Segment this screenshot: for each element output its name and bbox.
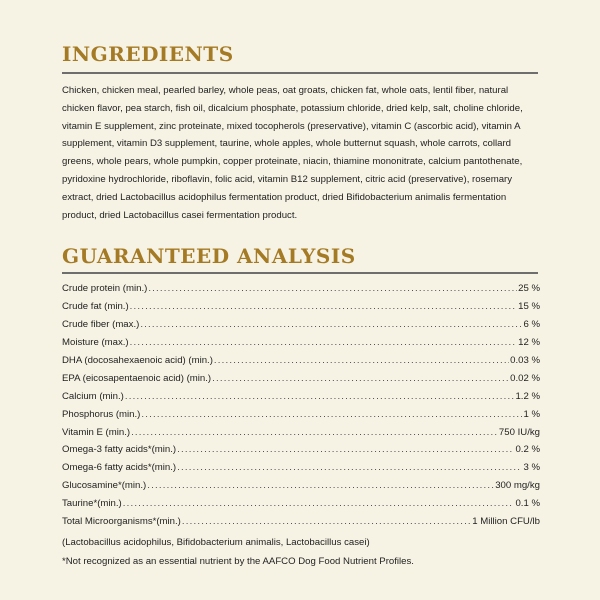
- analysis-row: [62, 301, 540, 319]
- ingredients-heading: INGREDIENTS: [62, 42, 234, 66]
- dot-leader: [214, 355, 509, 366]
- analysis-value: 750 IU/kg: [498, 426, 540, 438]
- analysis-value: 3 %: [523, 462, 540, 474]
- analysis-label: Omega-6 fatty acids*(min.): [62, 462, 177, 474]
- analysis-label: DHA (docosahexaenoic acid) (min.): [62, 354, 213, 366]
- dot-leader: [182, 516, 471, 527]
- analysis-value: 1.2 %: [515, 390, 540, 402]
- analysis-row: [62, 391, 540, 409]
- analysis-row: [62, 283, 540, 301]
- analysis-value: 0.1 %: [515, 498, 540, 510]
- analysis-value: 12 %: [518, 336, 540, 348]
- analysis-label: Taurine*(min.): [62, 498, 122, 510]
- analysis-row: [62, 337, 540, 355]
- analysis-value: 0.02 %: [510, 372, 540, 384]
- analysis-value: 0.03 %: [510, 354, 540, 366]
- analysis-value: 0.2 %: [515, 444, 540, 456]
- analysis-value: 1 %: [523, 408, 540, 420]
- guaranteed-analysis-divider: [62, 272, 538, 274]
- analysis-label: Crude protein (min.): [62, 283, 148, 294]
- dot-leader: [148, 283, 517, 294]
- ingredients-text: Chicken, chicken meal, pearled barley, whole peas, oat groats, chicken fat, whole oats, lentil fiber, natural chicken flavor, pea starch, fish oil, dicalcium phosphate, potassium chloride, dried kelp, salt, choline chloride, vitamin E supplement, zinc proteinate, mixed tocopherols (preservative), vitamin C (ascorbic acid), vitamin A supplement, vitamin D3 supplement, taurine, whole apples, whole butternut squash, whole carrots, collard greens, whole pears, whole pumpkin, copper proteinate, niacin, thiamine mononitrate, calcium pantothenate, pyridoxine hydrochloride, riboflavin, folic acid, vitamin B12 supplement, citric acid (preservative), rosemary extract, dried Lactobacillus acidophilus fermentation product, dried Bifidobacterium animalis fermentation product, dried Lactobacillus casei fermentation product.: [62, 85, 523, 221]
- dot-leader: [177, 462, 522, 473]
- analysis-label: EPA (eicosapentaenoic acid) (min.): [62, 372, 212, 384]
- analysis-label: Calcium (min.): [62, 390, 124, 402]
- guaranteed-analysis-table: [62, 283, 540, 534]
- analysis-value: 6 %: [523, 318, 540, 330]
- analysis-row: [62, 498, 540, 516]
- analysis-row: [62, 409, 540, 427]
- analysis-row: [62, 373, 540, 391]
- analysis-row: [62, 355, 540, 373]
- analysis-row: [62, 480, 540, 498]
- analysis-row: [62, 444, 540, 462]
- dot-leader: [141, 409, 522, 420]
- analysis-label: Phosphorus (min.): [62, 408, 141, 420]
- analysis-row: [62, 427, 540, 445]
- guaranteed-analysis-heading: GUARANTEED ANALYSIS: [62, 244, 356, 268]
- analysis-row: [62, 516, 540, 534]
- dot-leader: [123, 498, 515, 509]
- dot-leader: [212, 373, 509, 384]
- analysis-label: Total Microorganisms*(min.): [62, 516, 181, 528]
- analysis-label: Crude fiber (max.): [62, 318, 140, 330]
- analysis-label: Moisture (max.): [62, 336, 129, 348]
- analysis-label: Glucosamine*(min.): [62, 480, 147, 492]
- analysis-value: 300 mg/kg: [495, 480, 540, 492]
- dot-leader: [131, 427, 498, 438]
- dot-leader: [130, 301, 517, 312]
- analysis-value: 15 %: [518, 300, 540, 312]
- dot-leader: [130, 337, 517, 348]
- dot-leader: [177, 444, 514, 455]
- dot-leader: [140, 319, 522, 330]
- analysis-row: [62, 462, 540, 480]
- analysis-label: Crude fat (min.): [62, 300, 129, 312]
- analysis-row: [62, 319, 540, 337]
- analysis-value: 1 Million CFU/lb: [472, 516, 540, 528]
- analysis-value: 25 %: [518, 283, 540, 294]
- microorganisms-note: (Lactobacillus acidophilus, Bifidobacterium animalis, Lactobacillus casei): [62, 537, 370, 548]
- analysis-label: Vitamin E (min.): [62, 426, 131, 438]
- footnote: *Not recognized as an essential nutrient by the AAFCO Dog Food Nutrient Profiles.: [62, 556, 414, 567]
- dot-leader: [125, 391, 515, 402]
- ingredients-divider: [62, 72, 538, 74]
- dot-leader: [147, 480, 494, 491]
- analysis-label: Omega-3 fatty acids*(min.): [62, 444, 177, 456]
